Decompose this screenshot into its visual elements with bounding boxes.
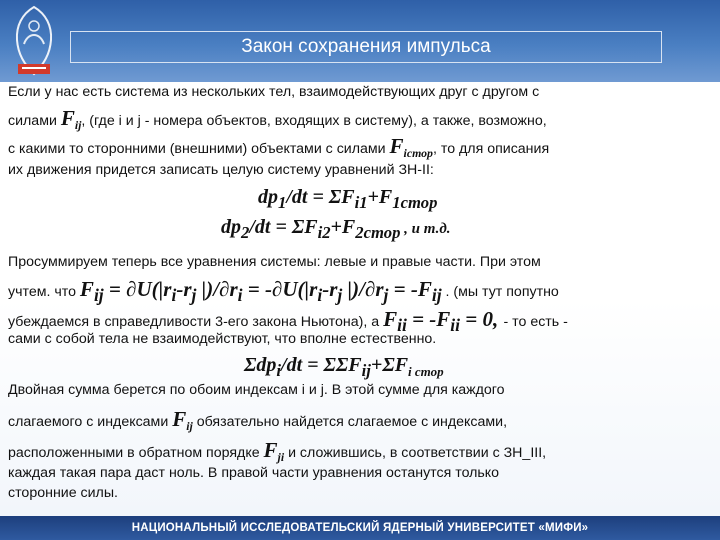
formula xyxy=(383,307,504,336)
f: F xyxy=(383,307,398,331)
f: |)/∂r xyxy=(196,277,238,301)
text: слагаемого с индексами xyxy=(8,414,173,430)
force-symbol: F xyxy=(263,438,278,462)
eq-sub: i2 xyxy=(317,223,331,242)
eq-part: +ΣF xyxy=(370,354,409,376)
f: -r xyxy=(322,277,338,301)
eq-sub: 1 xyxy=(278,193,287,212)
f: = -F xyxy=(388,277,432,301)
text: и сложившись, в соответствии с ЗН_III, xyxy=(284,445,547,461)
eq-part: Σdp xyxy=(244,354,277,376)
equation-3 xyxy=(244,354,444,381)
paragraph-3-line-5: сторонние силы. xyxy=(8,485,118,501)
eq-sub: i стор xyxy=(408,364,444,379)
force-index: ji xyxy=(277,449,285,464)
text: с какими то сторонними (внешними) объектами с силами xyxy=(8,141,390,157)
paragraph-1-line-1: Если у нас есть система из нескольких тел, взаимодействующих друг с другом с xyxy=(8,84,540,100)
university-logo-icon xyxy=(10,4,58,78)
equation-1 xyxy=(258,186,437,213)
s: j xyxy=(191,285,197,306)
force-symbol: F xyxy=(60,106,75,130)
s: i xyxy=(171,285,177,306)
s: ij xyxy=(93,285,104,306)
text: обязательно найдется слагаемое с индексами, xyxy=(192,414,508,430)
paragraph-2-line-4: сами с собой тела не взаимодействуют, что вполне естественно. xyxy=(8,331,437,347)
header-bar xyxy=(0,0,720,82)
eq-sub: i1 xyxy=(354,193,368,212)
equation-2 xyxy=(221,216,451,243)
s: ii xyxy=(450,315,461,336)
paragraph-2-line-1: Просуммируем теперь все уравнения системы: левые и правые части. При этом xyxy=(8,254,541,270)
f: F xyxy=(79,277,94,301)
s: j xyxy=(383,285,389,306)
eq-part: +F xyxy=(367,186,393,208)
force-symbol: F xyxy=(389,134,404,158)
slide-title: Закон сохранения импульса xyxy=(70,31,662,63)
f: = ∂U(|r xyxy=(103,277,172,301)
f: = 0, xyxy=(460,307,504,331)
f: = -F xyxy=(406,307,451,331)
s: ij xyxy=(431,285,442,306)
eq-part: dp xyxy=(258,186,278,208)
f: |)/∂r xyxy=(342,277,384,301)
paragraph-3-line-3 xyxy=(8,438,546,465)
eq-sub: i xyxy=(276,361,282,380)
paragraph-3-line-2 xyxy=(8,407,507,434)
eq-part: dp xyxy=(221,216,241,238)
s: i xyxy=(317,285,323,306)
footer-bar: НАЦИОНАЛЬНЫЙ ИССЛЕДОВАТЕЛЬСКИЙ ЯДЕРНЫЙ УНИВЕРСИТЕТ «МИФИ» xyxy=(0,516,720,540)
s: j xyxy=(337,285,343,306)
eq-part: +F xyxy=(330,216,356,238)
text: убеждаемся в справедливости 3-его закона Ньютона), а xyxy=(8,314,384,330)
text: расположенными в обратном порядке xyxy=(8,445,264,461)
formula xyxy=(79,277,442,306)
eq-sub: 2стор xyxy=(355,223,401,242)
text: учтем. что xyxy=(8,284,80,300)
eq-note: , и т.д. xyxy=(400,221,451,237)
s: ii xyxy=(397,315,407,336)
paragraph-1-line-2 xyxy=(8,106,547,133)
force-symbol: F xyxy=(172,407,187,431)
paragraph-3-line-4: каждая такая пара даст ноль. В правой части уравнения останутся только xyxy=(8,465,500,481)
eq-part: /dt = ΣF xyxy=(249,216,318,238)
text: . (мы тут попутно xyxy=(441,284,559,300)
eq-part: /dt = ΣΣF xyxy=(281,354,362,376)
paragraph-1-line-3 xyxy=(8,134,549,161)
eq-part: /dt = ΣF xyxy=(286,186,355,208)
eq-sub: ij xyxy=(361,361,371,380)
slide-body xyxy=(0,82,720,516)
text: , (где i и j - номера объектов, входящих в систему), а также, возможно, xyxy=(81,113,547,129)
f: -r xyxy=(176,277,192,301)
force-index: ij xyxy=(186,418,193,433)
eq-sub: 1стор xyxy=(392,193,438,212)
s: i xyxy=(237,285,243,306)
eq-sub: 2 xyxy=(241,223,250,242)
paragraph-3-line-1: Двойная сумма берется по обоим индексам i и j. В этой сумме для каждого xyxy=(8,382,505,398)
paragraph-2-line-2 xyxy=(8,277,559,306)
paragraph-1-line-4: их движения придется записать целую систему уравнений ЗН-II: xyxy=(8,162,434,178)
force-index: ij xyxy=(74,117,82,132)
text: силами xyxy=(8,113,61,129)
force-index: icтор xyxy=(403,145,433,160)
text: , то для описания xyxy=(432,141,550,157)
f: = -∂U(|r xyxy=(242,277,318,301)
text: - то есть - xyxy=(503,314,568,330)
